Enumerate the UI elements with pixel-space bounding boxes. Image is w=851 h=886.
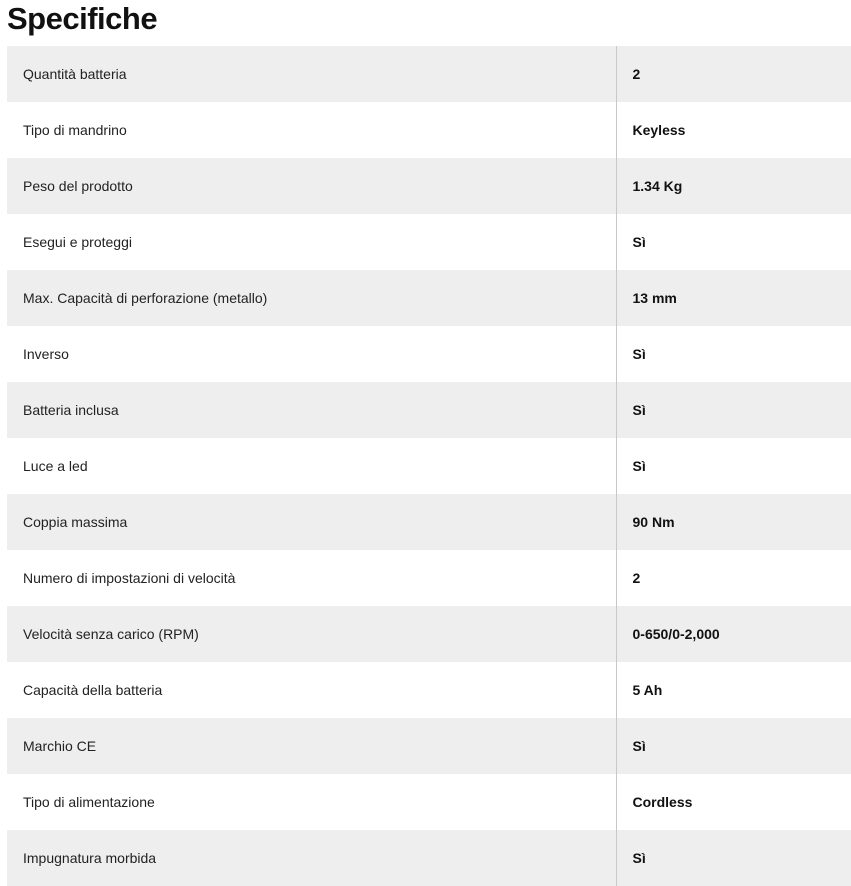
table-row	[7, 326, 851, 382]
specifications-table-body	[7, 46, 851, 886]
table-row	[7, 102, 851, 158]
table-row	[7, 46, 851, 102]
table-row	[7, 382, 851, 438]
table-row	[7, 606, 851, 662]
table-row	[7, 494, 851, 550]
spec-value: Sì	[616, 438, 851, 494]
table-row	[7, 662, 851, 718]
page-title: Specifiche	[7, 1, 158, 36]
spec-label: Capacità della batteria	[7, 662, 616, 718]
table-row	[7, 718, 851, 774]
spec-label: Tipo di alimentazione	[7, 774, 616, 830]
spec-value: 0-650/0-2,000	[616, 606, 851, 662]
spec-label: Luce a led	[7, 438, 616, 494]
spec-value: 5 Ah	[616, 662, 851, 718]
table-row	[7, 270, 851, 326]
spec-label: Esegui e proteggi	[7, 214, 616, 270]
spec-value: Cordless	[616, 774, 851, 830]
spec-value: 90 Nm	[616, 494, 851, 550]
spec-value: Sì	[616, 718, 851, 774]
specifications-table	[7, 46, 851, 886]
table-row	[7, 830, 851, 886]
spec-label: Max. Capacità di perforazione (metallo)	[7, 270, 616, 326]
spec-value: Sì	[616, 830, 851, 886]
spec-label: Marchio CE	[7, 718, 616, 774]
table-row	[7, 774, 851, 830]
spec-value: Keyless	[616, 102, 851, 158]
table-row	[7, 550, 851, 606]
spec-label: Numero di impostazioni di velocità	[7, 550, 616, 606]
spec-label: Batteria inclusa	[7, 382, 616, 438]
spec-label: Coppia massima	[7, 494, 616, 550]
spec-label: Peso del prodotto	[7, 158, 616, 214]
spec-label: Tipo di mandrino	[7, 102, 616, 158]
spec-label: Velocità senza carico (RPM)	[7, 606, 616, 662]
spec-label: Inverso	[7, 326, 616, 382]
table-row	[7, 158, 851, 214]
table-row	[7, 438, 851, 494]
spec-value: Sì	[616, 382, 851, 438]
spec-label: Impugnatura morbida	[7, 830, 616, 886]
spec-value: 13 mm	[616, 270, 851, 326]
spec-value: 1.34 Kg	[616, 158, 851, 214]
spec-value: 2	[616, 550, 851, 606]
spec-label: Quantità batteria	[7, 46, 616, 102]
spec-value: Sì	[616, 326, 851, 382]
spec-value: 2	[616, 46, 851, 102]
table-row	[7, 214, 851, 270]
spec-value: Sì	[616, 214, 851, 270]
